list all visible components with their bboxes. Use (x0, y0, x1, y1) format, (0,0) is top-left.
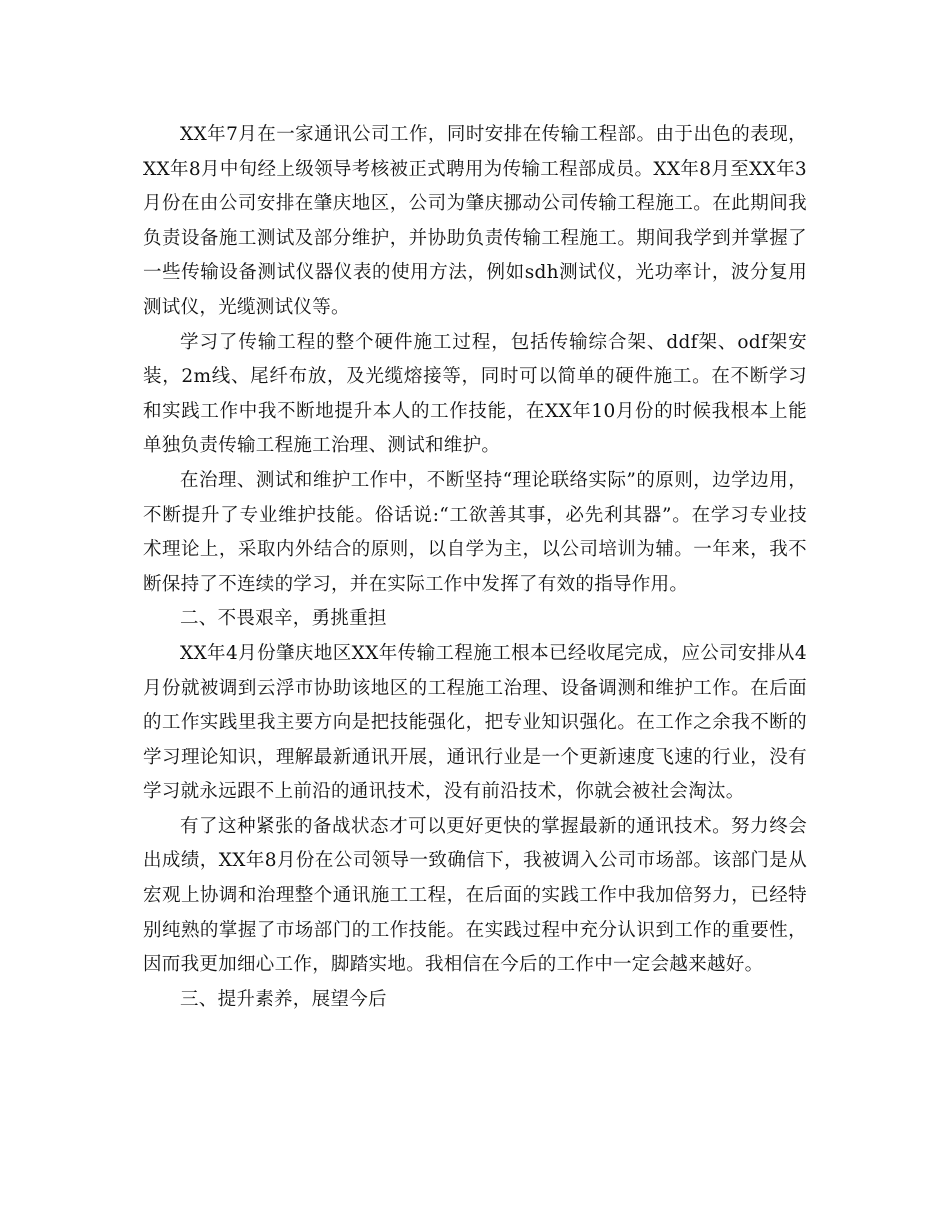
section-heading-2: 二、不畏艰辛，勇挑重担 (180, 608, 387, 630)
paragraph-1: XX年7月在一家通讯公司工作，同时安排在传输工程部。由于出色的表现，XX年8月中旬经上级领导考核被正式聘用为传输工程部成员。XX年8月至XX年3月份在由公司安排在肇庆地区，公司为肇庆挪动公司传输工程施工。在此期间我负责设备施工测试及部分维护，并协助负责传输工程施工。期间我学到并掌握了一些传输设备测试仪器仪表的使用方法，例如sdh测试仪，光功率计，波分复用测试仪，光缆测试仪等。 (143, 124, 807, 318)
paragraph-4: XX年4月份肇庆地区XX年传输工程施工根本已经收尾完成，应公司安排从4月份就被调到云浮市协助该地区的工程施工治理、设备调测和维护工作。在后面的工作实践里我主要方向是把技能强化，把专业知识强化。在工作之余我不断的学习理论知识，理解最新通讯开展，通讯行业是一个更新速度飞速的行业，没有学习就永远跟不上前沿的通讯技术，没有前沿技术，你就会被社会淘汰。 (143, 642, 807, 803)
paragraph-5: 有了这种紧张的备战状态才可以更好更快的掌握最新的通讯技术。努力终会出成绩，XX年8月份在公司领导一致确信下，我被调入公司市场部。该部门是从宏观上协调和治理整个通讯施工工程，在后面的实践工作中我加倍努力，已经特别纯熟的掌握了市场部门的工作技能。在实践过程中充分认识到工作的重要性，因而我更加细心工作，脚踏实地。我相信在今后的工作中一定会越来越好。 (143, 815, 807, 976)
document-body (143, 118, 807, 1017)
section-heading-3: 三、提升素养，展望今后 (180, 988, 387, 1010)
paragraph-2: 学习了传输工程的整个硬件施工过程，包括传输综合架、ddf架、odf架安装，2m线、尾纤布放，及光缆熔接等，同时可以简单的硬件施工。在不断学习和实践工作中我不断地提升本人的工作技能，在XX年10月份的时候我根本上能单独负责传输工程施工治理、测试和维护。 (143, 331, 807, 457)
paragraph-3: 在治理、测试和维护工作中，不断坚持“理论联络实际”的原则，边学边用，不断提升了专业维护技能。俗话说:“工欲善其事，必先利其器”。在学习专业技术理论上，采取内外结合的原则，以自学为主，以公司培训为辅。一年来，我不断保持了不连续的学习，并在实际工作中发挥了有效的指导作用。 (143, 469, 807, 595)
